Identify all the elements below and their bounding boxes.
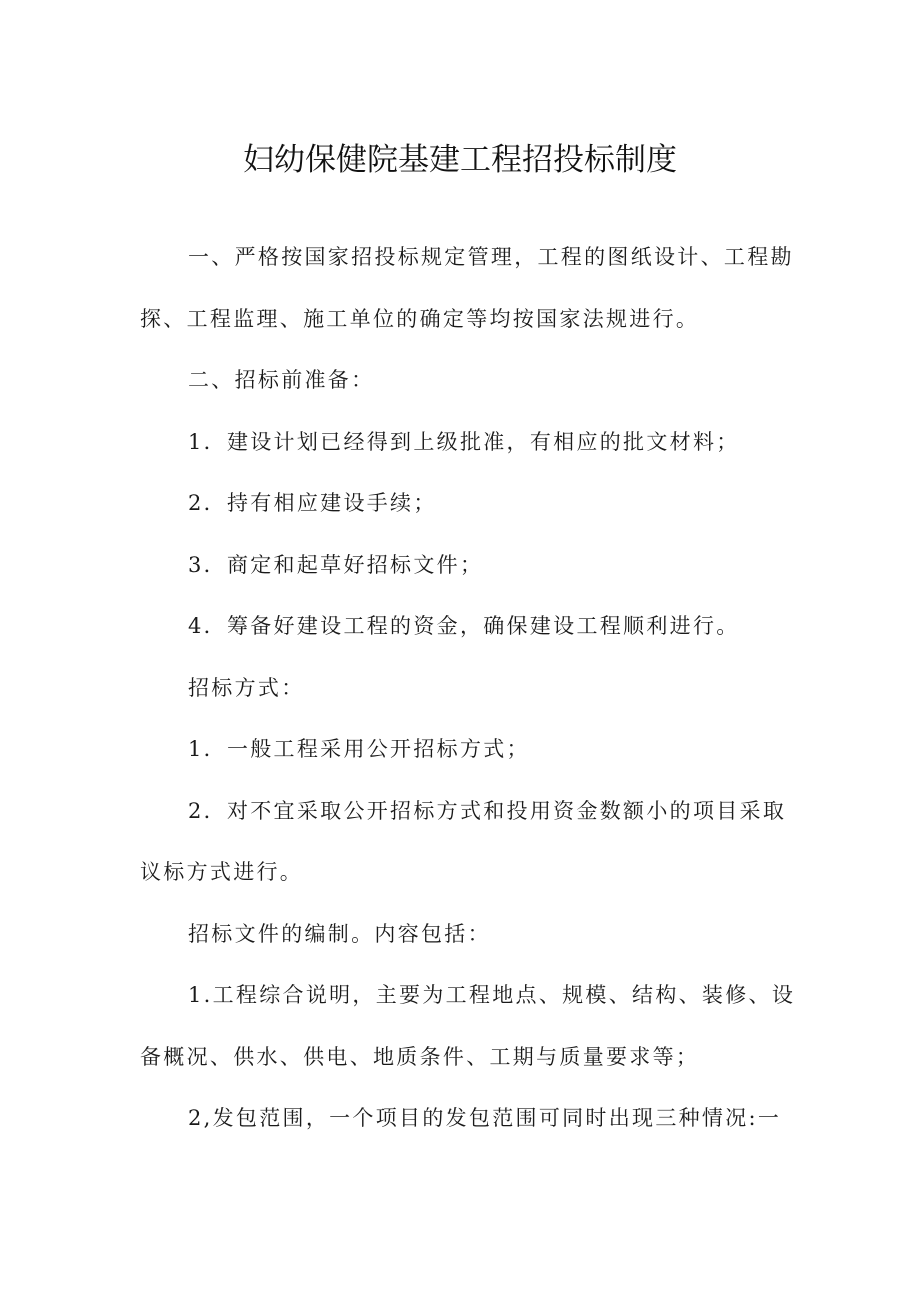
paragraph-line: 一、严格按国家招投标规定管理，工程的图纸设计、工程勘 (188, 245, 794, 269)
paragraph-line: 2,发包范围，一个项目的发包范围可同时出现三种情况:一 (188, 1106, 782, 1130)
paragraph-line: 二、招标前准备： (188, 368, 375, 392)
paragraph-line: 探、工程监理、施工单位的确定等均按国家法规进行。 (140, 306, 700, 331)
paragraph-line: 招标方式： (188, 675, 305, 700)
paragraph-line: 4．筹备好建设工程的资金，确保建设工程顺利进行。 (188, 614, 740, 638)
document-body (140, 232, 796, 1155)
paragraph-line: 1．一般工程采用公开招标方式； (188, 737, 530, 761)
paragraph-line: 2．持有相应建设手续； (188, 491, 437, 515)
paragraph-line: 1．建设计划已经得到上级批准，有相应的批文材料； (188, 429, 740, 454)
document-title: 妇幼保健院基建工程招投标制度 (243, 142, 677, 178)
paragraph-line: 备概况、供水、供电、地质条件、工期与质量要求等； (140, 1044, 700, 1069)
paragraph-line: 议标方式进行。 (140, 860, 304, 884)
paragraph-line: 招标文件的编制。内容包括： (188, 921, 491, 946)
paragraph-line: 1.工程综合说明，主要为工程地点、规模、结构、装修、设 (188, 983, 796, 1007)
paragraph-line: 3．商定和起草好招标文件； (188, 552, 484, 577)
paragraph-line: 2．对不宜采取公开招标方式和投用资金数额小的项目采取 (188, 798, 787, 823)
